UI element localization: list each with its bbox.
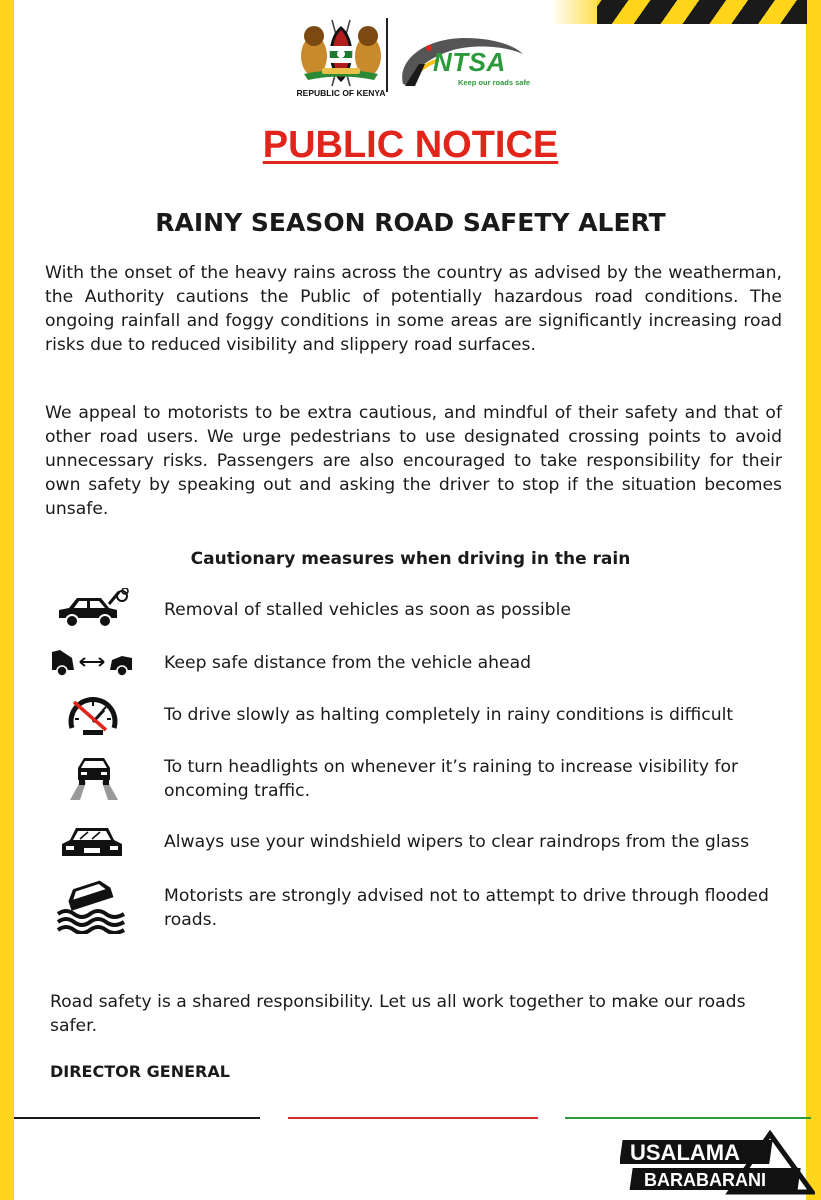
logo-divider — [386, 18, 388, 92]
appeal-paragraph: We appeal to motorists to be extra cautious, and mindful of their safety and that of other road users. We urge pedestrians to use designated crossing points to avoid unnecessary risks. Passengers are also encouraged to take responsibility for their own safety by speaking out and asking the driver to stop if the situation becomes unsafe. — [45, 403, 782, 519]
usalama-barabarani-badge — [620, 1130, 815, 1196]
ntsa-logo-text: NTSA — [433, 47, 506, 77]
speedometer-icon — [66, 692, 120, 738]
measure-safe-distance: Keep safe distance from the vehicle ahead — [164, 653, 532, 673]
badge-line-2: BARABARANI — [644, 1170, 766, 1190]
measure-windshield-wipers: Always use your windshield wipers to clear raindrops from the glass — [164, 832, 750, 852]
badge-line-1: USALAMA — [630, 1140, 740, 1165]
footer-line-black — [14, 1117, 260, 1119]
footer-line-red — [288, 1117, 538, 1119]
measure-headlights: To turn headlights on whenever it’s raining to increase visibility for oncoming traffic. — [164, 757, 739, 801]
signature: DIRECTOR GENERAL — [50, 1062, 230, 1081]
stalled-car-icon — [55, 588, 129, 630]
measures-title: Cautionary measures when driving in the rain — [190, 549, 631, 569]
safe-distance-icon — [50, 646, 134, 678]
intro-paragraph: With the onset of the heavy rains across the country as advised by the weatherman, the Authority cautions the Public of potentially hazardous road conditions. The ongoing rainfall and foggy conditions in some areas are significantly increasing road risks due to reduced visibility and slippery road surfaces. — [45, 263, 782, 355]
measure-drive-slowly: To drive slowly as halting completely in rainy conditions is difficult — [164, 705, 734, 725]
alert-title: RAINY SEASON ROAD SAFETY ALERT — [155, 208, 666, 237]
closing-statement: Road safety is a shared responsibility. Let us all work together to make our roads safer. — [50, 992, 746, 1036]
measure-stalled-vehicles: Removal of stalled vehicles as soon as possible — [164, 600, 571, 620]
footer-line-green — [565, 1117, 811, 1119]
ntsa-tagline: Keep our roads safe — [458, 78, 531, 87]
logo-row — [0, 14, 821, 104]
flooded-car-icon — [54, 876, 128, 934]
headlights-icon — [64, 754, 124, 802]
measure-flooded-roads: Motorists are strongly advised not to attempt to drive through flooded roads. — [164, 886, 769, 930]
wipers-icon — [58, 826, 126, 862]
coat-of-arms-caption: REPUBLIC OF KENYA — [296, 88, 386, 98]
public-notice-heading: PUBLIC NOTICE — [262, 124, 559, 166]
